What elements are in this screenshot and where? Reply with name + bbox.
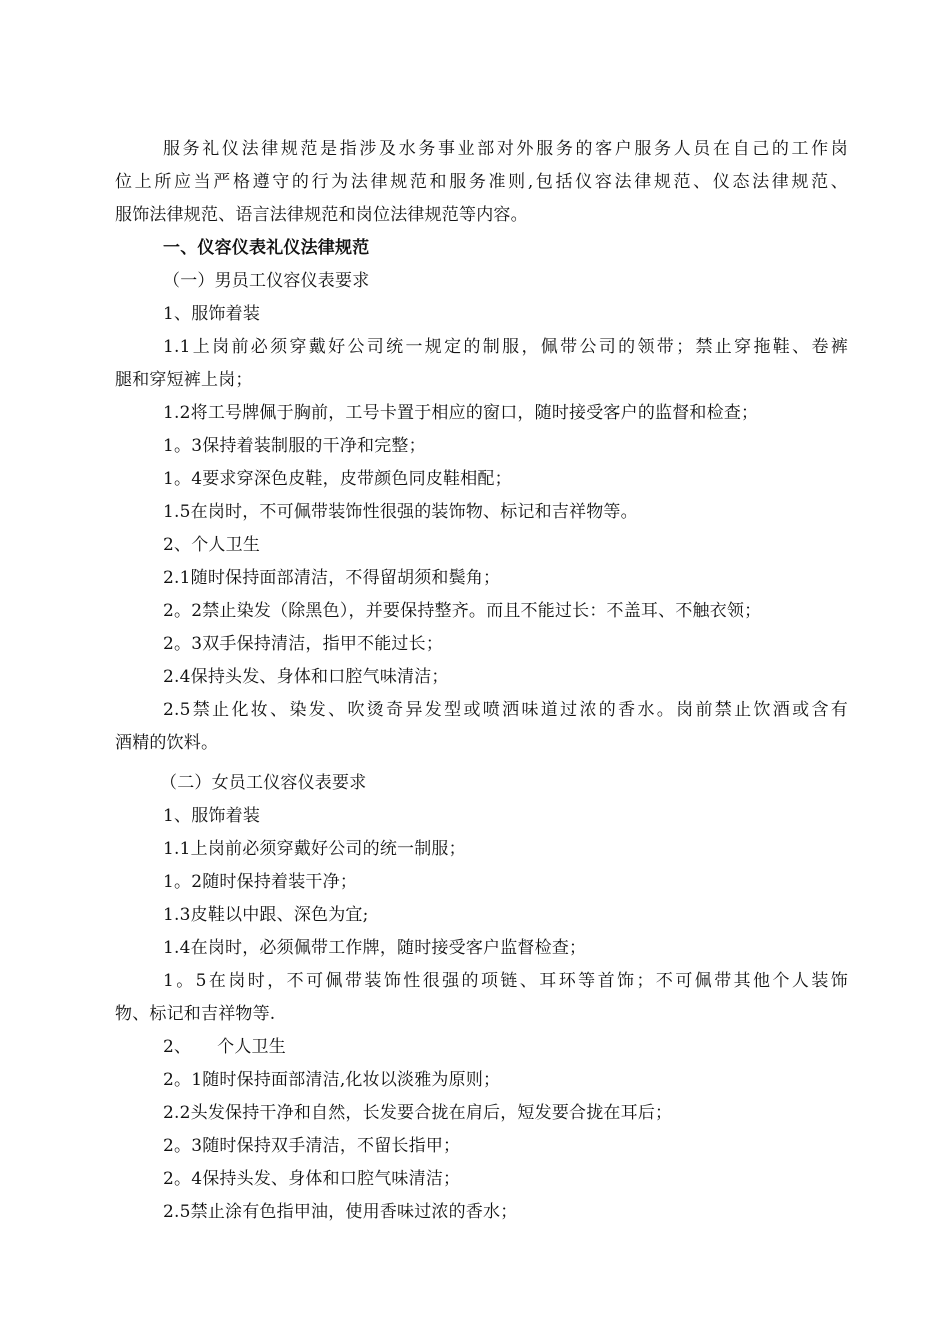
female-hygiene-item-1: 2。1随时保持面部清洁,化妆以淡雅为原则； xyxy=(163,1070,501,1090)
male-attire-item-2: 1.2将工号牌佩于胸前，工号卡置于相应的窗口，随时接受客户的监督和检查； xyxy=(163,403,759,423)
male-hygiene-item-3: 2。3双手保持清洁，指甲不能过长； xyxy=(163,634,444,654)
male-hygiene-item-2: 2。2禁止染发（除黑色），并要保持整齐。而且不能过长：不盖耳、不触衣领； xyxy=(163,601,762,621)
female-hygiene-item-3: 2。3随时保持双手清洁，不留长指甲； xyxy=(163,1136,461,1156)
female-attire-item-5-line-1: 1。5在岗时，不可佩带装饰性很强的项链、耳环等首饰；不可佩带其他个人装饰 xyxy=(163,971,848,991)
male-hygiene-item-4: 2.4保持头发、身体和口腔气味清洁； xyxy=(163,667,449,687)
female-attire-item-4: 1.4在岗时，必须佩带工作牌，随时接受客户监督检查； xyxy=(163,938,587,958)
male-hygiene-item-5-line-2: 酒精的饮料。 xyxy=(115,733,219,753)
female-hygiene-heading: 2、 个人卫生 xyxy=(163,1037,286,1057)
female-subsection-heading: （二）女员工仪容仪表要求 xyxy=(160,773,367,793)
female-attire-item-2: 1。2随时保持着装干净； xyxy=(163,872,358,892)
female-attire-item-3: 1.3皮鞋以中跟、深色为宜; xyxy=(163,905,369,925)
female-hygiene-item-5: 2.5禁止涂有色指甲油，使用香味过浓的香水； xyxy=(163,1202,518,1222)
male-hygiene-item-5-line-1: 2.5禁止化妆、染发、吹烫奇异发型或喷洒味道过浓的香水。岗前禁止饮酒或含有 xyxy=(163,700,848,720)
male-attire-item-1-line-1: 1.1上岗前必须穿戴好公司统一规定的制服，佩带公司的领带；禁止穿拖鞋、卷裤 xyxy=(163,337,848,357)
male-hygiene-item-1: 2.1随时保持面部清洁，不得留胡须和鬓角； xyxy=(163,568,501,588)
female-attire-heading: 1、服饰着装 xyxy=(163,806,261,826)
section-heading: 一、仪容仪表礼仪法律规范 xyxy=(163,238,370,258)
male-subsection-heading: （一）男员工仪容仪表要求 xyxy=(163,271,370,291)
male-attire-item-5: 1.5在岗时，不可佩带装饰性很强的装饰物、标记和吉祥物等。 xyxy=(163,502,638,522)
male-attire-heading: 1、服饰着装 xyxy=(163,304,261,324)
male-attire-item-1-line-2: 腿和穿短裤上岗； xyxy=(115,370,253,390)
male-attire-item-4: 1。4要求穿深色皮鞋，皮带颜色同皮鞋相配； xyxy=(163,469,512,489)
female-hygiene-item-2: 2.2头发保持干净和自然，长发要合拢在肩后，短发要合拢在耳后； xyxy=(163,1103,673,1123)
female-attire-item-5-line-2: 物、标记和吉祥物等. xyxy=(115,1004,276,1024)
intro-paragraph-line-1: 服务礼仪法律规范是指涉及水务事业部对外服务的客户服务人员在自己的工作岗 xyxy=(163,139,848,159)
intro-paragraph-line-3: 服饰法律规范、语言法律规范和岗位法律规范等内容。 xyxy=(115,205,528,225)
male-hygiene-heading: 2、个人卫生 xyxy=(163,535,261,555)
intro-paragraph-line-2: 位上所应当严格遵守的行为法律规范和服务准则,包括仪容法律规范、仪态法律规范、 xyxy=(115,172,848,192)
male-attire-item-3: 1。3保持着装制服的干净和完整； xyxy=(163,436,426,456)
female-attire-item-1: 1.1上岗前必须穿戴好公司的统一制服； xyxy=(163,839,466,859)
female-hygiene-item-4: 2。4保持头发、身体和口腔气味清洁； xyxy=(163,1169,461,1189)
